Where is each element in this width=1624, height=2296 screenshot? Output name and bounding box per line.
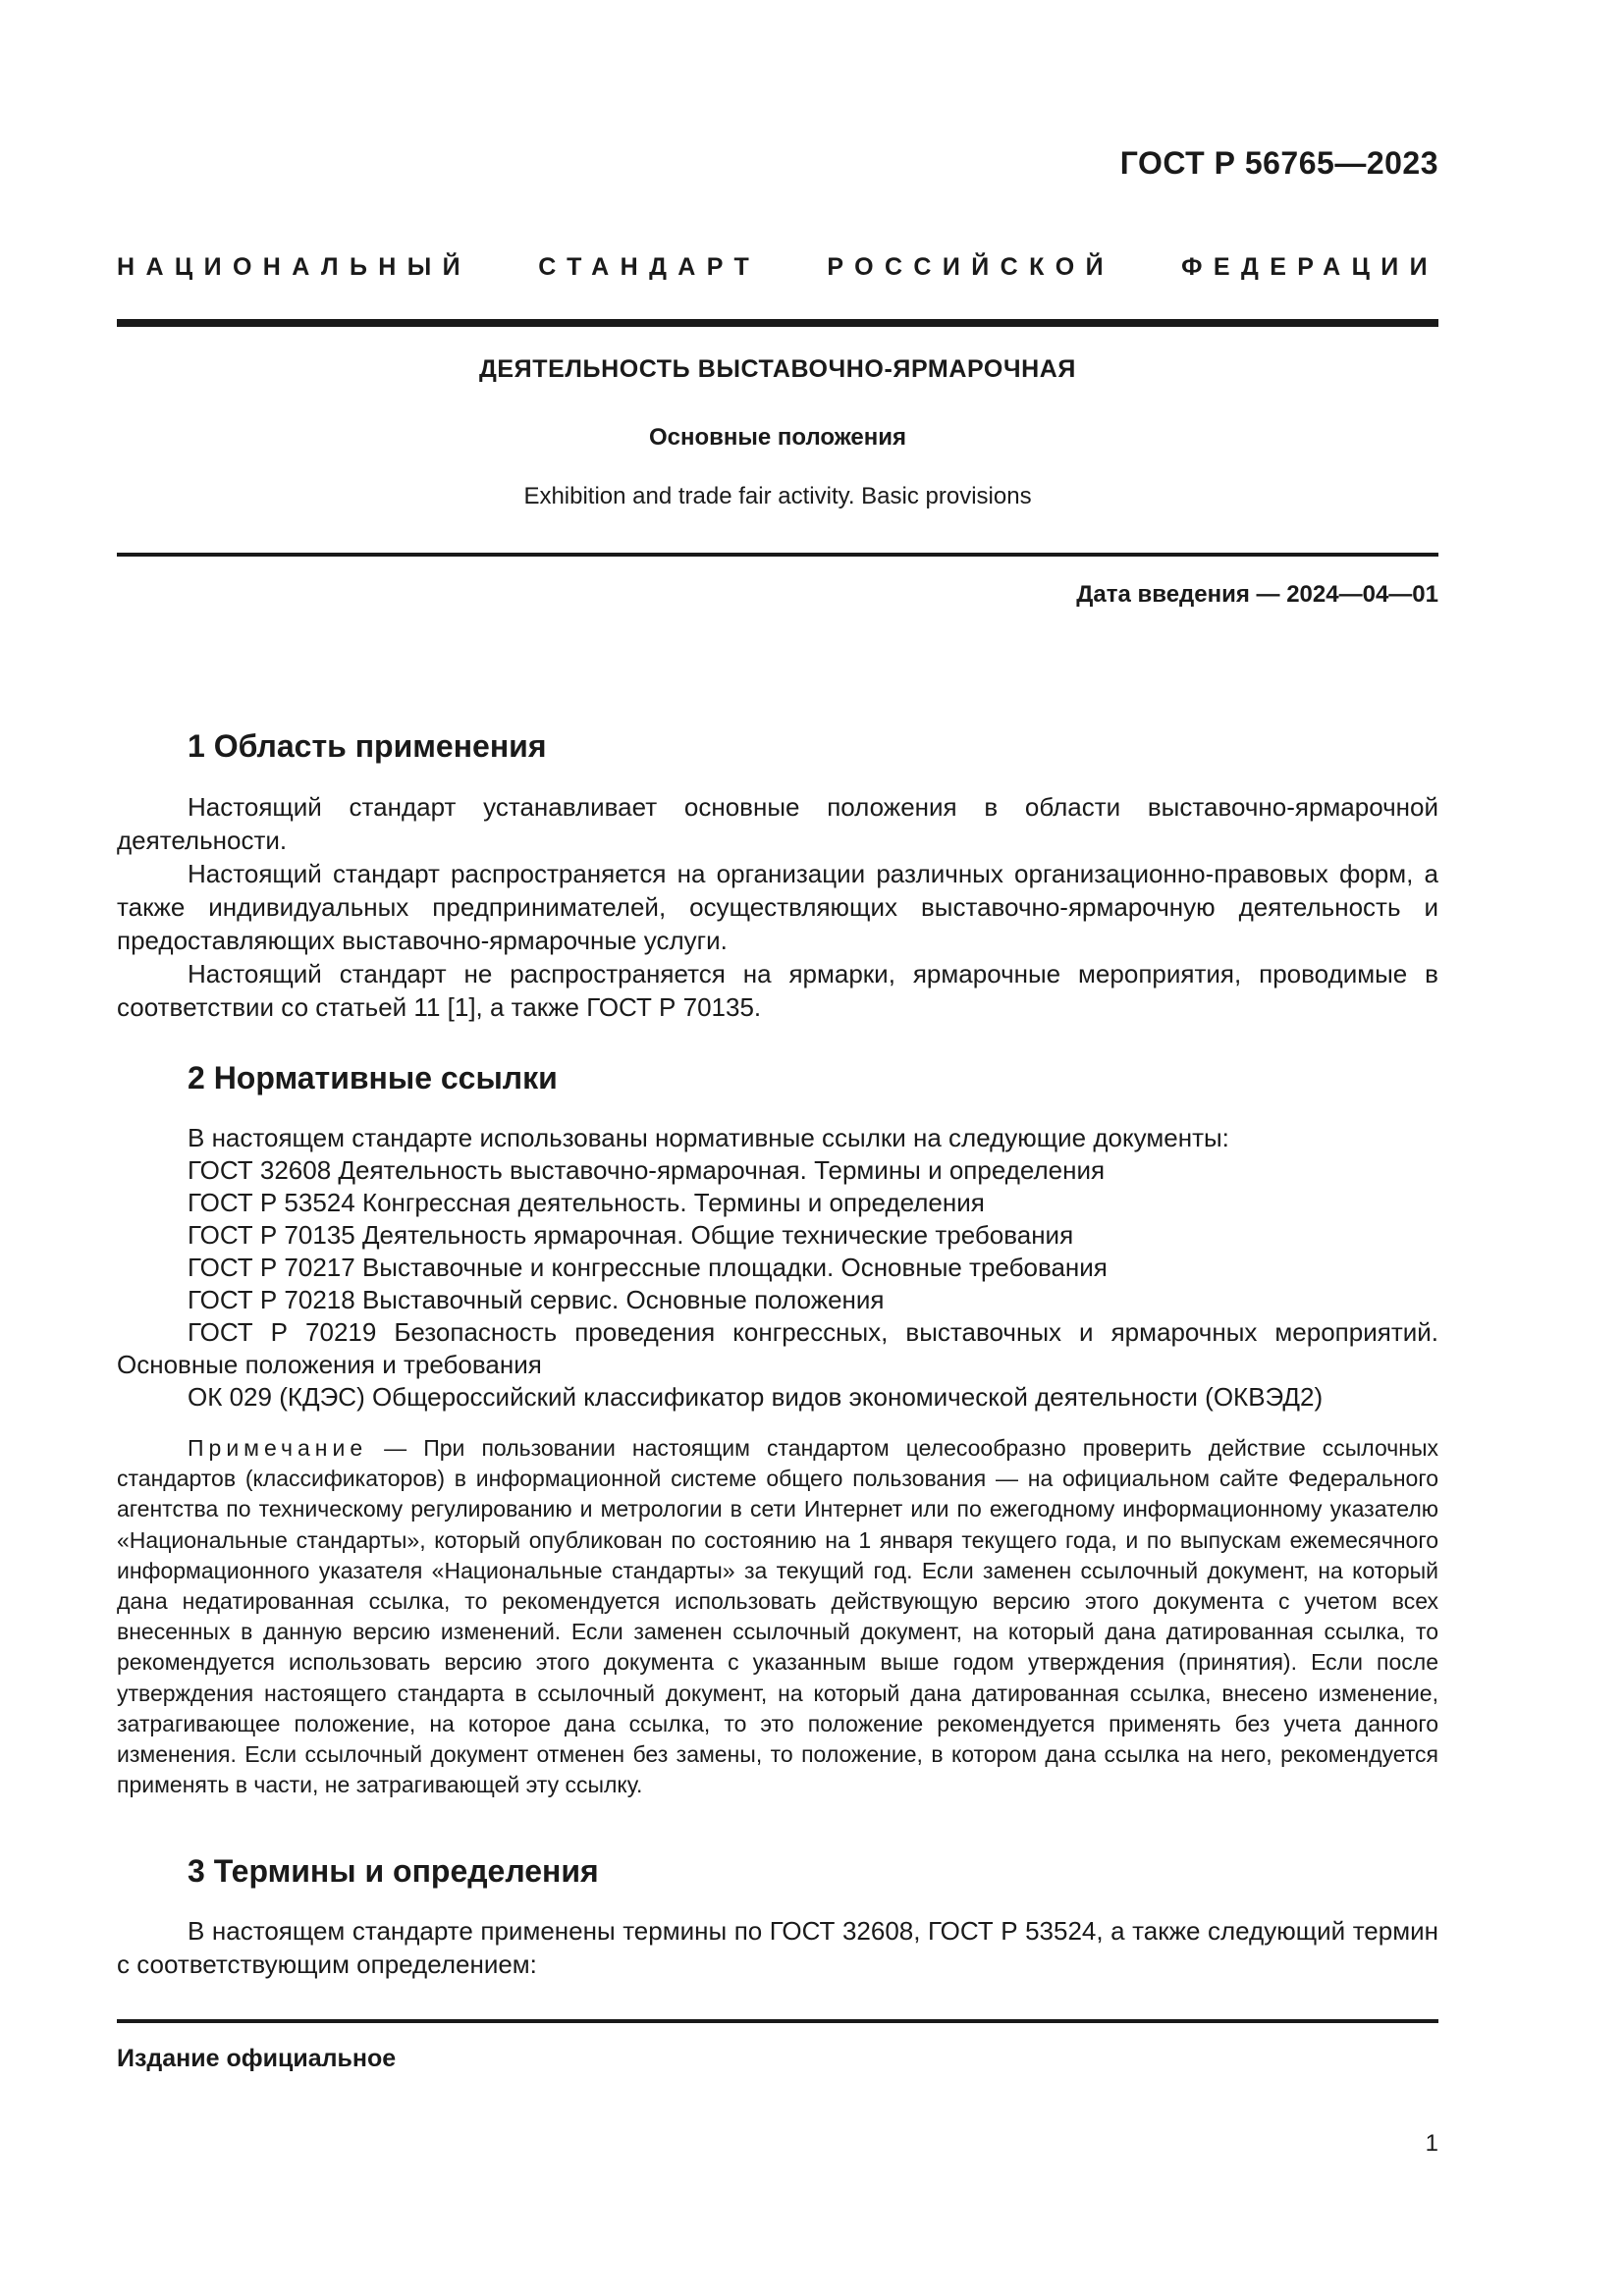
note-text: — При пользовании настоящим стандартом целесообразно проверить действие ссылочных стандартов (классификаторов) в информационной системе общего пользования — на официальном сайте Федерального агентства по техническому регулированию и метрологии в сети Интернет или по ежегодному информационному указателю «Национальные стандарты», который опубликован по состоянию на 1 января текущего года, и по выпускам ежемесячного информационного указателя «Национальные стандарты» за текущий год. Если заменен ссылочный документ, на который дана недатированная ссылка, то рекомендуется использовать действующую версию этого документа с учетом всех внесенных в данную версию изменений. Если заменен ссылочный документ, на который дана датированная ссылка, то рекомендуется использовать версию этого документа с указанным выше годом утверждения (принятия). Если после утверждения настоящего стандарта в ссылочный документ, на который дана датированная ссылка, внесено изменение, затрагивающее положение, на которое дана ссылка, то это положение рекомендуется применять без учета данного изменения. Если ссылочный документ отменен без замены, то положение, в котором дана ссылка на него, рекомендуется применять в части, не затрагивающей эту ссылку. xyxy=(117,1435,1438,1798)
reference-intro: В настоящем стандарте использованы нормативные ссылки на следующие документы: xyxy=(188,1123,1229,1152)
normative-references-list xyxy=(117,1122,1438,1414)
reference-item: ГОСТ Р 70218 Выставочный сервис. Основные положения xyxy=(188,1285,885,1314)
reference-item: ГОСТ Р 70219 Безопасность проведения конгрессных, выставочных и ярмарочных мероприятий. Основные положения и требования xyxy=(117,1317,1438,1379)
document-number: ГОСТ Р 56765—2023 xyxy=(1119,145,1438,181)
introduction-date: Дата введения — 2024—04—01 xyxy=(1076,581,1438,608)
section-1-heading: 1 Область применения xyxy=(188,728,547,764)
note-label: Примечание xyxy=(188,1435,368,1461)
section-3-heading: 3 Термины и определения xyxy=(188,1853,599,1889)
reference-item: ГОСТ Р 70135 Деятельность ярмарочная. Общие технические требования xyxy=(188,1220,1074,1250)
reference-item: ГОСТ Р 70217 Выставочные и конгрессные площадки. Основные требования xyxy=(188,1253,1108,1282)
official-edition-label: Издание официальное xyxy=(117,2045,397,2072)
reference-item: ГОСТ Р 53524 Конгрессная деятельность. Термины и определения xyxy=(188,1188,985,1217)
document-title: ДЕЯТЕЛЬНОСТЬ ВЫСТАВОЧНО-ЯРМАРОЧНАЯ xyxy=(478,355,1077,383)
section-3-body xyxy=(117,1914,1438,1981)
section-2-heading: 2 Нормативные ссылки xyxy=(188,1060,558,1095)
references-note xyxy=(117,1433,1438,1800)
english-title: Exhibition and trade fair activity. Basic provisions xyxy=(523,483,1032,509)
section-1-body xyxy=(117,790,1438,1024)
section-1-paragraph: Настоящий стандарт не распространяется на ярмарки, ярмарочные мероприятия, проводимые в соответствии со статьей 11 [1], а также ГОСТ Р 70135. xyxy=(117,959,1438,1022)
section-3-paragraph: В настоящем стандарте применены термины по ГОСТ 32608, ГОСТ Р 53524, а также следующий термин с соответствующим определением: xyxy=(117,1916,1438,1979)
document-subtitle: Основные положения xyxy=(648,424,907,451)
section-1-paragraph: Настоящий стандарт устанавливает основные положения в области выставочно-ярмарочной деятельности. xyxy=(117,792,1438,855)
footer-rule xyxy=(117,2019,1438,2023)
reference-item: ОК 029 (КДЭС) Общероссийский классификатор видов экономической деятельности (ОКВЭД2) xyxy=(188,1382,1324,1412)
title-rule xyxy=(117,553,1438,557)
section-1-paragraph: Настоящий стандарт распространяется на организации различных организационно-правовых форм, а также индивидуальных предпринимателей, осуществляющих выставочно-ярмарочную деятельность и предоставляющих выставочно-ярмарочные услуги. xyxy=(117,859,1438,955)
page-number: 1 xyxy=(1425,2130,1438,2157)
national-standard-banner: НАЦИОНАЛЬНЫЙ СТАНДАРТ РОССИЙСКОЙ ФЕДЕРАЦИИ xyxy=(117,253,1438,281)
header-rule xyxy=(117,319,1438,327)
reference-item: ГОСТ 32608 Деятельность выставочно-ярмарочная. Термины и определения xyxy=(188,1155,1106,1185)
